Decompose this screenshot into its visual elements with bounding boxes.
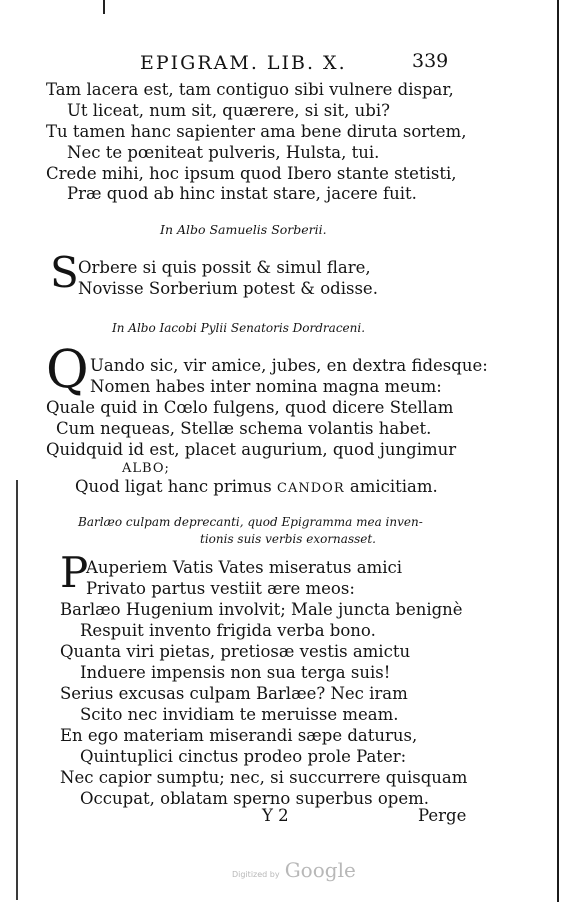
verse-line: Privato partus vestiit ære meos: [86, 579, 355, 598]
verse-line: En ego materiam miserandi sæpe daturus, [60, 726, 418, 745]
small-caps-word: CANDOR [277, 481, 345, 496]
margin-mark [103, 0, 105, 14]
verse-line: Tu tamen hanc sapienter ama bene diruta sortem, [46, 122, 467, 141]
verse-line: Præ quod ab hinc instat stare, jacere fuit. [67, 184, 417, 203]
gutter-line [16, 480, 18, 900]
page-edge [557, 0, 559, 902]
verse-line: Ut liceat, num sit, quærere, si sit, ubi? [67, 101, 390, 120]
watermark-prefix: Digitized by [232, 870, 280, 879]
verse-line: Novisse Sorberium potest & odisse. [78, 279, 378, 298]
epigram-title: In Albo Iacobi Pylii Senatoris Dordraceni. [112, 321, 366, 335]
verse-line: Cum nequeas, Stellæ schema volantis habet. [56, 419, 432, 438]
verse-line: Quanta viri pietas, pretiosæ vestis amictu [60, 642, 411, 661]
verse-line: Barlæo Hugenium involvit; Male juncta benignè [60, 600, 463, 619]
catchword: Perge [418, 806, 467, 825]
epigram-title: Barlæo culpam deprecanti, quod Epigramma mea inven- [78, 515, 423, 529]
verse-line: Quintuplici cinctus prodeo prole Pater: [80, 747, 407, 766]
verse-line [75, 477, 438, 496]
signature-mark: Y 2 [262, 806, 289, 825]
verse-line: Quale quid in Cœlo fulgens, quod dicere Stellam [46, 398, 454, 417]
page-number: 339 [412, 50, 449, 72]
verse-line: Nec capior sumptu; nec, si succurrere quisquam [60, 768, 468, 787]
verse-line: Tam lacera est, tam contiguo sibi vulnere dispar, [46, 80, 454, 99]
drop-cap: P [60, 548, 89, 597]
verse-line: ALBO; [122, 461, 170, 476]
watermark-brand: Google [284, 858, 356, 882]
verse-line: Auperiem Vatis Vates miseratus amici [86, 558, 403, 577]
running-head: EPIGRAM. LIB. X. [140, 52, 347, 74]
verse-line: Orbere si quis possit & simul flare, [78, 258, 371, 277]
verse-line: Quidquid id est, placet augurium, quod jungimur [46, 440, 457, 459]
verse-line: Serius excusas culpam Barlæe? Nec iram [60, 684, 408, 703]
verse-line: Nomen habes inter nomina magna meum: [90, 377, 442, 396]
verse-line: Uando sic, vir amice, jubes, en dextra fidesque: [90, 356, 488, 375]
drop-cap: S [50, 248, 79, 297]
verse-line: Nec te pœniteat pulveris, Hulsta, tui. [67, 143, 380, 162]
google-watermark [232, 858, 356, 882]
verse-line: Crede mihi, hoc ipsum quod Ibero stante stetisti, [46, 164, 457, 183]
verse-text: Quod ligat hanc primus [75, 477, 272, 496]
epigram-title: tionis suis verbis exornasset. [200, 532, 376, 546]
verse-line: Induere impensis non sua terga suis! [80, 663, 391, 682]
verse-text: amicitiam. [349, 477, 438, 496]
drop-cap: Q [46, 340, 89, 400]
verse-line: Scito nec invidiam te meruisse meam. [80, 705, 399, 724]
verse-line: Occupat, oblatam sperno superbus opem. [80, 789, 429, 808]
verse-line: Respuit invento frigida verba bono. [80, 621, 376, 640]
epigram-title: In Albo Samuelis Sorberii. [160, 222, 327, 237]
